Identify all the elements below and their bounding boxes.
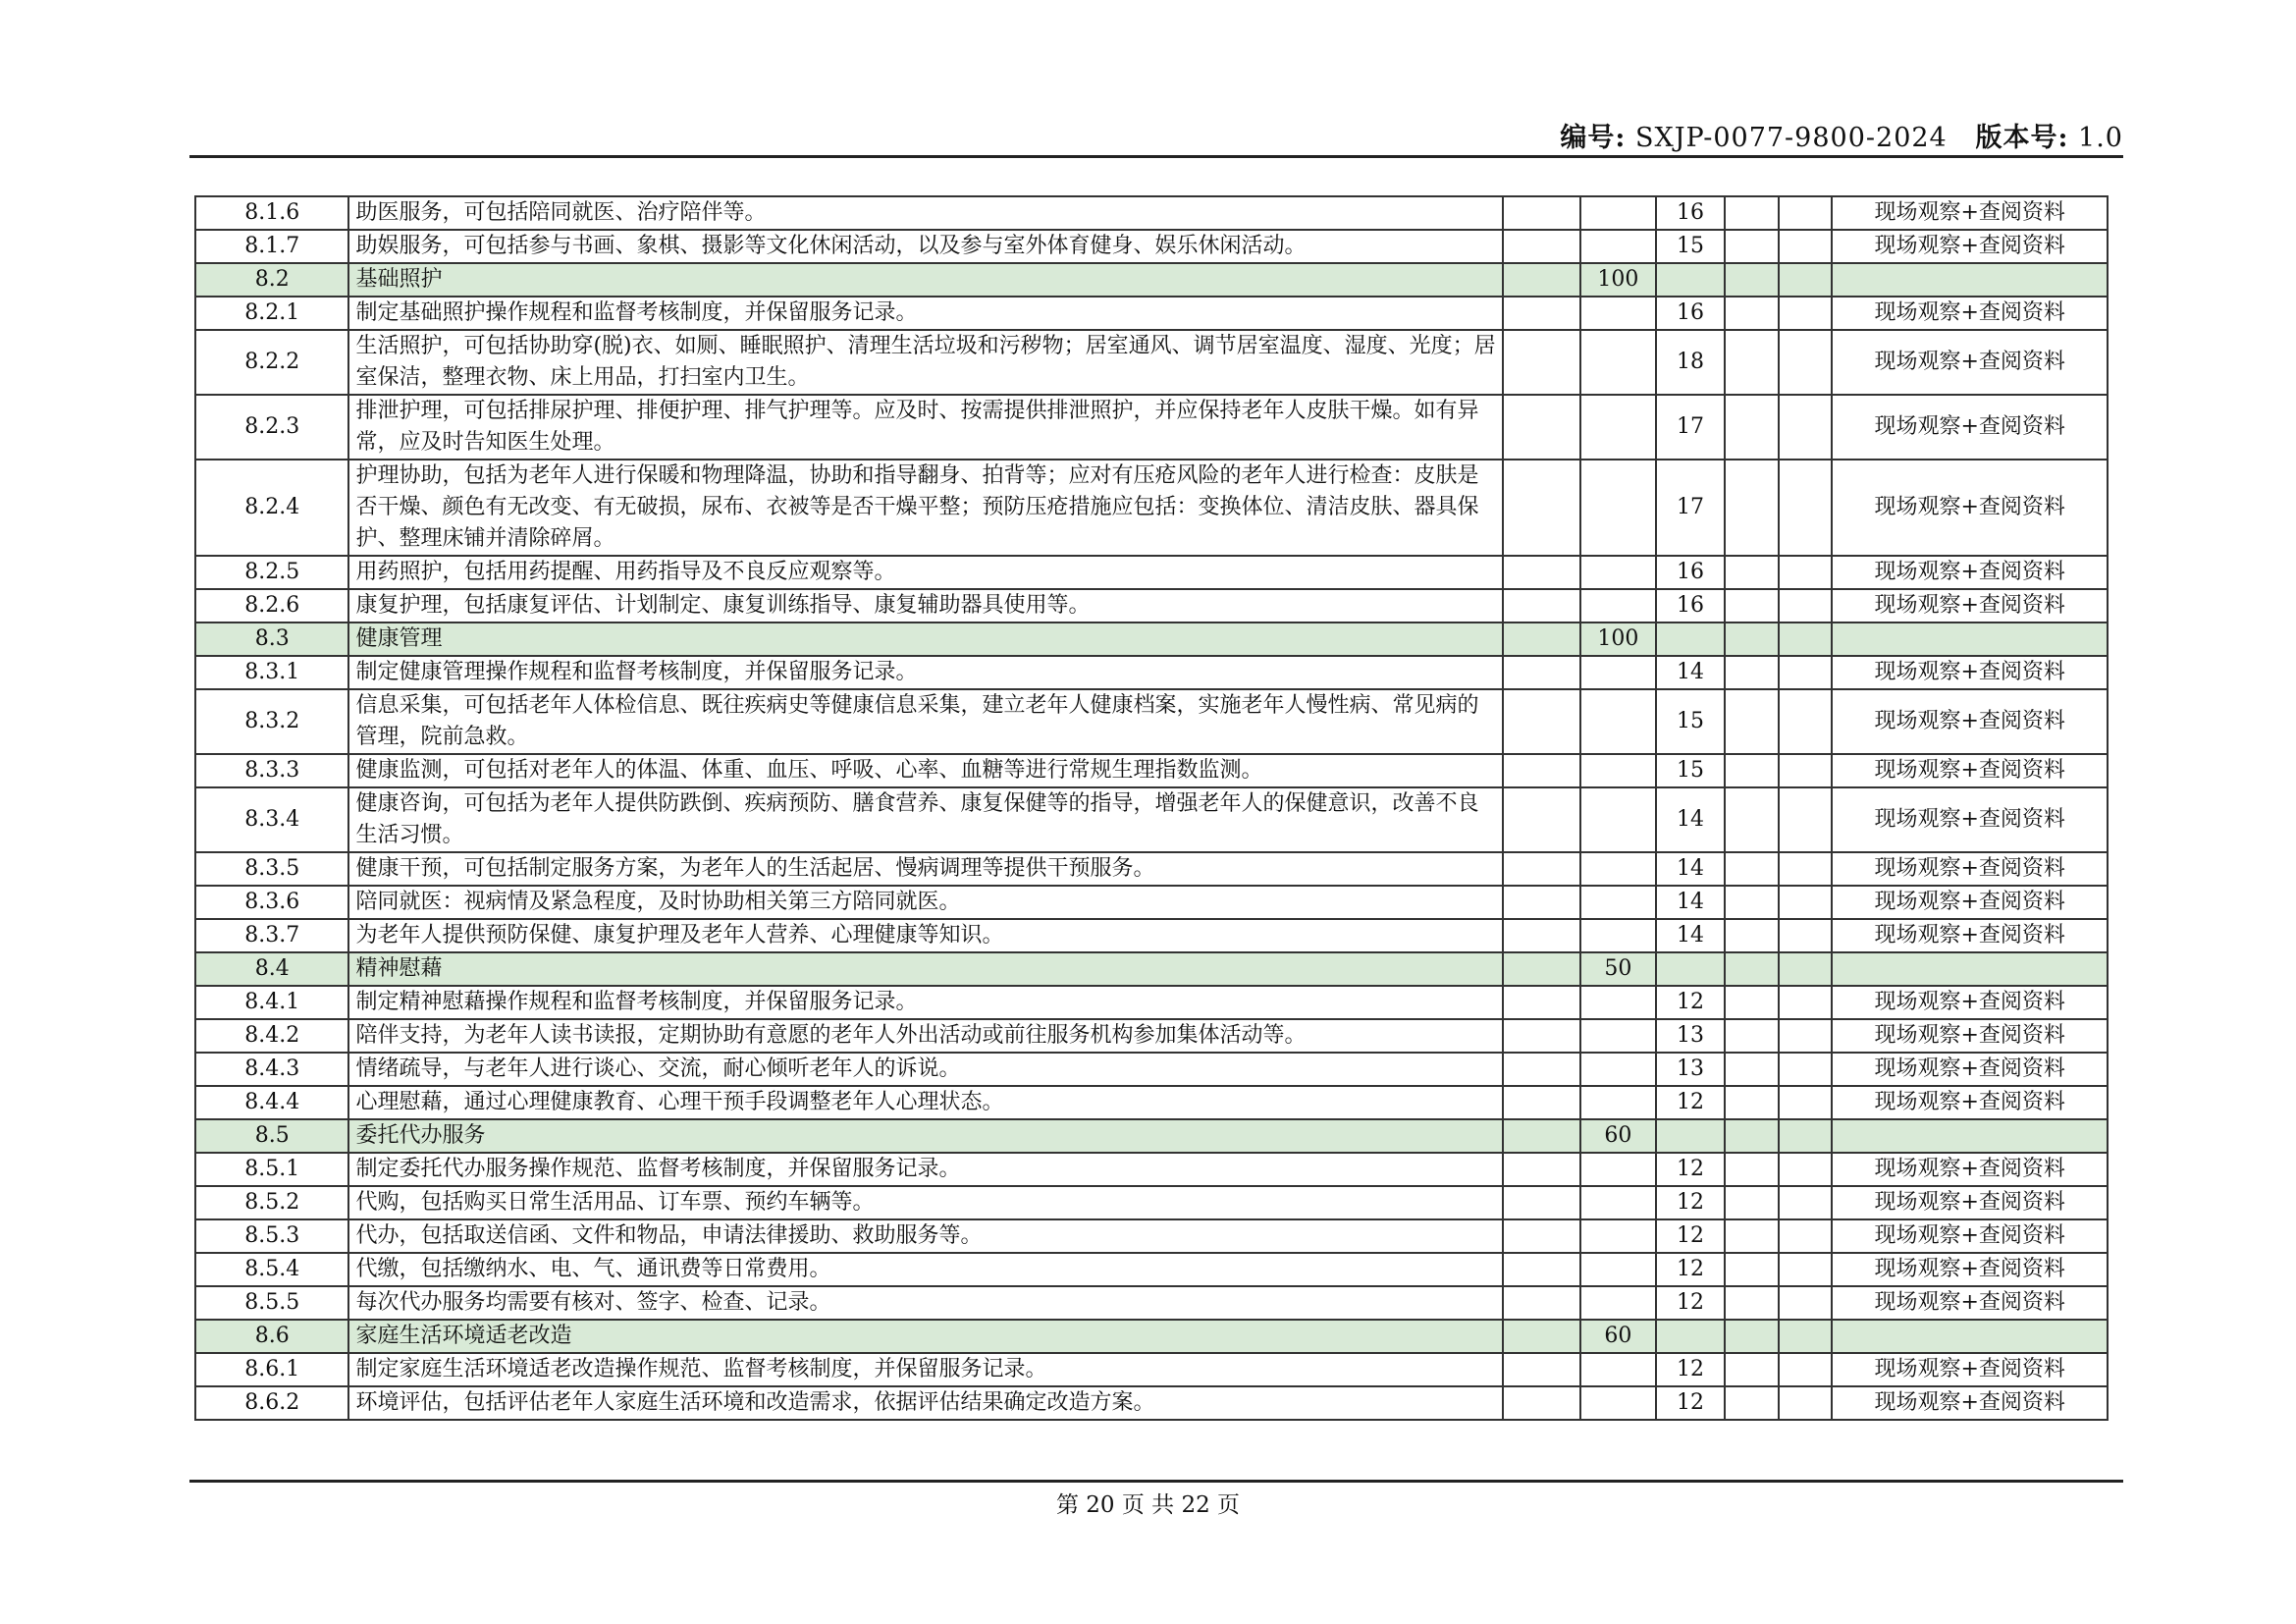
item-code: 8.5 [195, 1119, 348, 1153]
blank-cell [1580, 589, 1656, 623]
blank-cell [1580, 1219, 1656, 1253]
blank-cell [1779, 1219, 1833, 1253]
table-row [195, 395, 2108, 460]
blank-cell [1725, 1219, 1779, 1253]
item-score: 16 [1656, 196, 1726, 230]
blank-cell [1725, 1186, 1779, 1219]
item-content: 健康咨询，可包括为老年人提供防跌倒、疾病预防、膳食营养、康复保健等的指导，增强老年人的保健意识，改善不良生活习惯。 [348, 787, 1503, 852]
blank-cell [1725, 754, 1779, 787]
blank-cell [1725, 230, 1779, 263]
blank-cell [1832, 263, 2108, 297]
blank-cell [1725, 787, 1779, 852]
blank-cell [1725, 1386, 1779, 1420]
blank-cell [1832, 1320, 2108, 1353]
item-score: 16 [1656, 556, 1726, 589]
item-code: 8.5.2 [195, 1186, 348, 1219]
table-row [195, 689, 2108, 754]
blank-cell [1580, 556, 1656, 589]
assessment-method: 现场观察+查阅资料 [1832, 1153, 2108, 1186]
blank-cell [1779, 556, 1833, 589]
blank-cell [1580, 297, 1656, 330]
assessment-method: 现场观察+查阅资料 [1832, 656, 2108, 689]
blank-cell [1580, 1186, 1656, 1219]
blank-cell [1725, 1320, 1779, 1353]
table-row [195, 330, 2108, 395]
assessment-method: 现场观察+查阅资料 [1832, 754, 2108, 787]
blank-cell [1779, 952, 1833, 986]
blank-cell [1779, 1053, 1833, 1086]
blank-cell [1503, 754, 1580, 787]
section-row [195, 263, 2108, 297]
item-score: 12 [1656, 1186, 1726, 1219]
table-body [195, 196, 2108, 1420]
blank-cell [1503, 1253, 1580, 1286]
item-content: 助医服务，可包括陪同就医、治疗陪伴等。 [348, 196, 1503, 230]
item-score: 12 [1656, 1286, 1726, 1320]
table-row [195, 1386, 2108, 1420]
item-content: 护理协助，包括为老年人进行保暖和物理降温，协助和指导翻身、拍背等；应对有压疮风险的老年人进行检查：皮肤是否干燥、颜色有无改变、有无破损，尿布、衣被等是否干燥平整；预防压疮措施应包括：变换体位、清洁皮肤、器具保护、整理床铺并清除碎屑。 [348, 460, 1503, 556]
item-content: 情绪疏导，与老年人进行谈心、交流，耐心倾听老年人的诉说。 [348, 1053, 1503, 1086]
item-code: 8.3.7 [195, 919, 348, 952]
blank-cell [1779, 1186, 1833, 1219]
item-score: 12 [1656, 1353, 1726, 1386]
assessment-method: 现场观察+查阅资料 [1832, 986, 2108, 1019]
item-code: 8.6.2 [195, 1386, 348, 1420]
blank-cell [1725, 297, 1779, 330]
item-content: 制定家庭生活环境适老改造操作规范、监督考核制度，并保留服务记录。 [348, 1353, 1503, 1386]
blank-cell [1503, 1053, 1580, 1086]
item-score: 15 [1656, 689, 1726, 754]
page-number: 第 20 页 共 22 页 [1055, 1492, 1241, 1518]
blank-cell [1779, 787, 1833, 852]
item-score: 13 [1656, 1019, 1726, 1053]
version-number: 1.0 [2078, 123, 2123, 153]
assessment-method: 现场观察+查阅资料 [1832, 1219, 2108, 1253]
assessment-method: 现场观察+查阅资料 [1832, 1353, 2108, 1386]
header-divider [189, 155, 2123, 158]
item-score: 12 [1656, 986, 1726, 1019]
item-score: 15 [1656, 230, 1726, 263]
item-code: 8.3.5 [195, 852, 348, 886]
blank-cell [1725, 330, 1779, 395]
item-content: 健康干预，可包括制定服务方案，为老年人的生活起居、慢病调理等提供干预服务。 [348, 852, 1503, 886]
item-code: 8.2.2 [195, 330, 348, 395]
section-total: 50 [1580, 952, 1656, 986]
item-score: 13 [1656, 1053, 1726, 1086]
blank-cell [1503, 1386, 1580, 1420]
table-row [195, 1153, 2108, 1186]
blank-cell [1580, 919, 1656, 952]
blank-cell [1503, 986, 1580, 1019]
table-row [195, 754, 2108, 787]
blank-cell [1779, 196, 1833, 230]
table-row [195, 852, 2108, 886]
table-row [195, 787, 2108, 852]
table-row [195, 1253, 2108, 1286]
item-score: 12 [1656, 1086, 1726, 1119]
blank-cell [1779, 754, 1833, 787]
blank-cell [1725, 556, 1779, 589]
item-code: 8.3.3 [195, 754, 348, 787]
blank-cell [1580, 852, 1656, 886]
blank-cell [1580, 1386, 1656, 1420]
item-score: 14 [1656, 787, 1726, 852]
blank-cell [1656, 1119, 1726, 1153]
evaluation-table [194, 195, 2109, 1421]
item-score: 16 [1656, 297, 1726, 330]
item-code: 8.3.2 [195, 689, 348, 754]
blank-cell [1580, 1353, 1656, 1386]
blank-cell [1779, 986, 1833, 1019]
item-score: 14 [1656, 656, 1726, 689]
assessment-method: 现场观察+查阅资料 [1832, 1086, 2108, 1119]
blank-cell [1725, 1086, 1779, 1119]
assessment-method: 现场观察+查阅资料 [1832, 1186, 2108, 1219]
item-content: 陪同就医：视病情及紧急程度，及时协助相关第三方陪同就医。 [348, 886, 1503, 919]
blank-cell [1779, 1019, 1833, 1053]
blank-cell [1503, 656, 1580, 689]
item-code: 8.3.1 [195, 656, 348, 689]
section-title: 家庭生活环境适老改造 [348, 1320, 1503, 1353]
blank-cell [1656, 952, 1726, 986]
blank-cell [1580, 395, 1656, 460]
table-row [195, 1186, 2108, 1219]
item-content: 制定基础照护操作规程和监督考核制度，并保留服务记录。 [348, 297, 1503, 330]
section-title: 委托代办服务 [348, 1119, 1503, 1153]
table-row [195, 1019, 2108, 1053]
section-title: 精神慰藉 [348, 952, 1503, 986]
item-score: 14 [1656, 919, 1726, 952]
assessment-method: 现场观察+查阅资料 [1832, 886, 2108, 919]
blank-cell [1503, 230, 1580, 263]
item-code: 8.5.1 [195, 1153, 348, 1186]
item-code: 8.5.4 [195, 1253, 348, 1286]
table-row [195, 1353, 2108, 1386]
blank-cell [1503, 919, 1580, 952]
item-code: 8.3.4 [195, 787, 348, 852]
assessment-method: 现场观察+查阅资料 [1832, 1286, 2108, 1320]
blank-cell [1503, 556, 1580, 589]
item-content: 助娱服务，可包括参与书画、象棋、摄影等文化休闲活动，以及参与室外体育健身、娱乐休闲活动。 [348, 230, 1503, 263]
blank-cell [1725, 1119, 1779, 1153]
item-code: 8.6.1 [195, 1353, 348, 1386]
blank-cell [1503, 263, 1580, 297]
item-code: 8.4 [195, 952, 348, 986]
blank-cell [1779, 1353, 1833, 1386]
blank-cell [1503, 297, 1580, 330]
item-content: 生活照护，可包括协助穿(脱)衣、如厕、睡眠照护、清理生活垃圾和污秽物；居室通风、调节居室温度、湿度、光度；居室保洁，整理衣物、床上用品，打扫室内卫生。 [348, 330, 1503, 395]
item-content: 制定健康管理操作规程和监督考核制度，并保留服务记录。 [348, 656, 1503, 689]
item-score: 12 [1656, 1153, 1726, 1186]
blank-cell [1580, 1153, 1656, 1186]
blank-cell [1779, 395, 1833, 460]
blank-cell [1779, 460, 1833, 556]
item-score: 17 [1656, 395, 1726, 460]
blank-cell [1779, 1086, 1833, 1119]
item-content: 为老年人提供预防保健、康复护理及老年人营养、心理健康等知识。 [348, 919, 1503, 952]
version-label: 版本号: [1975, 123, 2069, 153]
blank-cell [1503, 886, 1580, 919]
section-row [195, 1320, 2108, 1353]
assessment-method: 现场观察+查阅资料 [1832, 230, 2108, 263]
blank-cell [1725, 589, 1779, 623]
blank-cell [1503, 1153, 1580, 1186]
assessment-method: 现场观察+查阅资料 [1832, 196, 2108, 230]
blank-cell [1503, 1286, 1580, 1320]
blank-cell [1503, 1086, 1580, 1119]
blank-cell [1779, 1253, 1833, 1286]
blank-cell [1725, 886, 1779, 919]
blank-cell [1580, 1086, 1656, 1119]
table-row [195, 230, 2108, 263]
item-content: 代缴，包括缴纳水、电、气、通讯费等日常费用。 [348, 1253, 1503, 1286]
item-content: 用药照护，包括用药提醒、用药指导及不良反应观察等。 [348, 556, 1503, 589]
item-content: 代办，包括取送信函、文件和物品，申请法律援助、救助服务等。 [348, 1219, 1503, 1253]
assessment-method: 现场观察+查阅资料 [1832, 852, 2108, 886]
blank-cell [1725, 623, 1779, 656]
assessment-method: 现场观察+查阅资料 [1832, 297, 2108, 330]
blank-cell [1503, 395, 1580, 460]
section-title: 基础照护 [348, 263, 1503, 297]
blank-cell [1725, 919, 1779, 952]
assessment-method: 现场观察+查阅资料 [1832, 460, 2108, 556]
blank-cell [1725, 1053, 1779, 1086]
blank-cell [1580, 886, 1656, 919]
doc-number: SXJP-0077-9800-2024 [1634, 123, 1948, 153]
blank-cell [1503, 689, 1580, 754]
blank-cell [1779, 886, 1833, 919]
section-row [195, 952, 2108, 986]
item-code: 8.6 [195, 1320, 348, 1353]
item-content: 每次代办服务均需要有核对、签字、检查、记录。 [348, 1286, 1503, 1320]
blank-cell [1580, 330, 1656, 395]
blank-cell [1725, 689, 1779, 754]
assessment-method: 现场观察+查阅资料 [1832, 1019, 2108, 1053]
blank-cell [1779, 919, 1833, 952]
item-code: 8.4.4 [195, 1086, 348, 1119]
item-score: 14 [1656, 886, 1726, 919]
section-total: 60 [1580, 1119, 1656, 1153]
section-total: 60 [1580, 1320, 1656, 1353]
section-total: 100 [1580, 623, 1656, 656]
blank-cell [1779, 230, 1833, 263]
table-row [195, 1219, 2108, 1253]
assessment-method: 现场观察+查阅资料 [1832, 556, 2108, 589]
item-code: 8.2.6 [195, 589, 348, 623]
blank-cell [1503, 1186, 1580, 1219]
item-content: 代购，包括购买日常生活用品、订车票、预约车辆等。 [348, 1186, 1503, 1219]
blank-cell [1832, 952, 2108, 986]
doc-number-label: 编号: [1560, 123, 1627, 153]
blank-cell [1832, 1119, 2108, 1153]
item-code: 8.2.3 [195, 395, 348, 460]
blank-cell [1580, 230, 1656, 263]
blank-cell [1779, 1320, 1833, 1353]
assessment-method: 现场观察+查阅资料 [1832, 1053, 2108, 1086]
blank-cell [1725, 986, 1779, 1019]
blank-cell [1580, 460, 1656, 556]
blank-cell [1503, 1320, 1580, 1353]
table-row [195, 460, 2108, 556]
table-row [195, 297, 2108, 330]
item-code: 8.3.6 [195, 886, 348, 919]
blank-cell [1725, 1253, 1779, 1286]
blank-cell [1580, 656, 1656, 689]
footer-divider [189, 1480, 2123, 1483]
item-code: 8.1.6 [195, 196, 348, 230]
blank-cell [1503, 330, 1580, 395]
blank-cell [1580, 986, 1656, 1019]
blank-cell [1725, 1153, 1779, 1186]
item-code: 8.3 [195, 623, 348, 656]
section-row [195, 623, 2108, 656]
table-row [195, 589, 2108, 623]
assessment-method: 现场观察+查阅资料 [1832, 330, 2108, 395]
assessment-method: 现场观察+查阅资料 [1832, 919, 2108, 952]
blank-cell [1580, 689, 1656, 754]
item-code: 8.4.1 [195, 986, 348, 1019]
blank-cell [1779, 297, 1833, 330]
blank-cell [1503, 952, 1580, 986]
section-row [195, 1119, 2108, 1153]
blank-cell [1580, 754, 1656, 787]
item-code: 8.2.5 [195, 556, 348, 589]
blank-cell [1779, 1119, 1833, 1153]
item-score: 12 [1656, 1386, 1726, 1420]
blank-cell [1779, 330, 1833, 395]
blank-cell [1725, 952, 1779, 986]
item-content: 排泄护理，可包括排尿护理、排便护理、排气护理等。应及时、按需提供排泄照护，并应保持老年人皮肤干燥。如有异常，应及时告知医生处理。 [348, 395, 1503, 460]
assessment-method: 现场观察+查阅资料 [1832, 1253, 2108, 1286]
table-row [195, 919, 2108, 952]
blank-cell [1725, 1019, 1779, 1053]
blank-cell [1503, 623, 1580, 656]
blank-cell [1779, 589, 1833, 623]
blank-cell [1779, 852, 1833, 886]
blank-cell [1725, 852, 1779, 886]
blank-cell [1832, 623, 2108, 656]
table-row [195, 556, 2108, 589]
blank-cell [1779, 656, 1833, 689]
item-score: 12 [1656, 1253, 1726, 1286]
table-row [195, 886, 2108, 919]
blank-cell [1779, 1386, 1833, 1420]
blank-cell [1503, 1019, 1580, 1053]
item-content: 心理慰藉，通过心理健康教育、心理干预手段调整老年人心理状态。 [348, 1086, 1503, 1119]
table-row [195, 986, 2108, 1019]
item-content: 制定委托代办服务操作规范、监督考核制度，并保留服务记录。 [348, 1153, 1503, 1186]
item-code: 8.2.4 [195, 460, 348, 556]
item-code: 8.2.1 [195, 297, 348, 330]
blank-cell [1580, 1286, 1656, 1320]
item-content: 健康监测，可包括对老年人的体温、体重、血压、呼吸、心率、血糖等进行常规生理指数监测。 [348, 754, 1503, 787]
assessment-method: 现场观察+查阅资料 [1832, 1386, 2108, 1420]
blank-cell [1725, 263, 1779, 297]
item-content: 陪伴支持，为老年人读书读报，定期协助有意愿的老年人外出活动或前往服务机构参加集体活动等。 [348, 1019, 1503, 1053]
item-code: 8.1.7 [195, 230, 348, 263]
blank-cell [1580, 1053, 1656, 1086]
blank-cell [1779, 689, 1833, 754]
blank-cell [1725, 395, 1779, 460]
item-score: 14 [1656, 852, 1726, 886]
table-row [195, 1086, 2108, 1119]
item-code: 8.4.2 [195, 1019, 348, 1053]
item-code: 8.5.5 [195, 1286, 348, 1320]
blank-cell [1580, 1253, 1656, 1286]
item-score: 15 [1656, 754, 1726, 787]
blank-cell [1779, 623, 1833, 656]
section-total: 100 [1580, 263, 1656, 297]
item-score: 12 [1656, 1219, 1726, 1253]
item-score: 16 [1656, 589, 1726, 623]
blank-cell [1779, 1153, 1833, 1186]
item-score: 18 [1656, 330, 1726, 395]
assessment-method: 现场观察+查阅资料 [1832, 395, 2108, 460]
blank-cell [1656, 1320, 1726, 1353]
table-row [195, 656, 2108, 689]
item-code: 8.4.3 [195, 1053, 348, 1086]
blank-cell [1503, 1353, 1580, 1386]
table-row [195, 196, 2108, 230]
blank-cell [1725, 460, 1779, 556]
table-row [195, 1286, 2108, 1320]
blank-cell [1503, 196, 1580, 230]
item-content: 环境评估，包括评估老年人家庭生活环境和改造需求，依据评估结果确定改造方案。 [348, 1386, 1503, 1420]
blank-cell [1580, 1019, 1656, 1053]
assessment-method: 现场观察+查阅资料 [1832, 589, 2108, 623]
blank-cell [1503, 1119, 1580, 1153]
item-content: 信息采集，可包括老年人体检信息、既往疾病史等健康信息采集，建立老年人健康档案，实施老年人慢性病、常见病的管理，院前急救。 [348, 689, 1503, 754]
blank-cell [1725, 196, 1779, 230]
item-score: 17 [1656, 460, 1726, 556]
item-content: 康复护理，包括康复评估、计划制定、康复训练指导、康复辅助器具使用等。 [348, 589, 1503, 623]
blank-cell [1580, 787, 1656, 852]
item-content: 制定精神慰藉操作规程和监督考核制度，并保留服务记录。 [348, 986, 1503, 1019]
blank-cell [1725, 1286, 1779, 1320]
blank-cell [1503, 460, 1580, 556]
assessment-method: 现场观察+查阅资料 [1832, 689, 2108, 754]
assessment-method: 现场观察+查阅资料 [1832, 787, 2108, 852]
table-row [195, 1053, 2108, 1086]
item-code: 8.5.3 [195, 1219, 348, 1253]
document-header [1560, 116, 2123, 154]
blank-cell [1656, 263, 1726, 297]
blank-cell [1779, 1286, 1833, 1320]
section-title: 健康管理 [348, 623, 1503, 656]
blank-cell [1503, 852, 1580, 886]
item-code: 8.2 [195, 263, 348, 297]
blank-cell [1779, 263, 1833, 297]
blank-cell [1503, 589, 1580, 623]
blank-cell [1656, 623, 1726, 656]
blank-cell [1503, 1219, 1580, 1253]
blank-cell [1503, 787, 1580, 852]
blank-cell [1725, 656, 1779, 689]
blank-cell [1725, 1353, 1779, 1386]
blank-cell [1580, 196, 1656, 230]
